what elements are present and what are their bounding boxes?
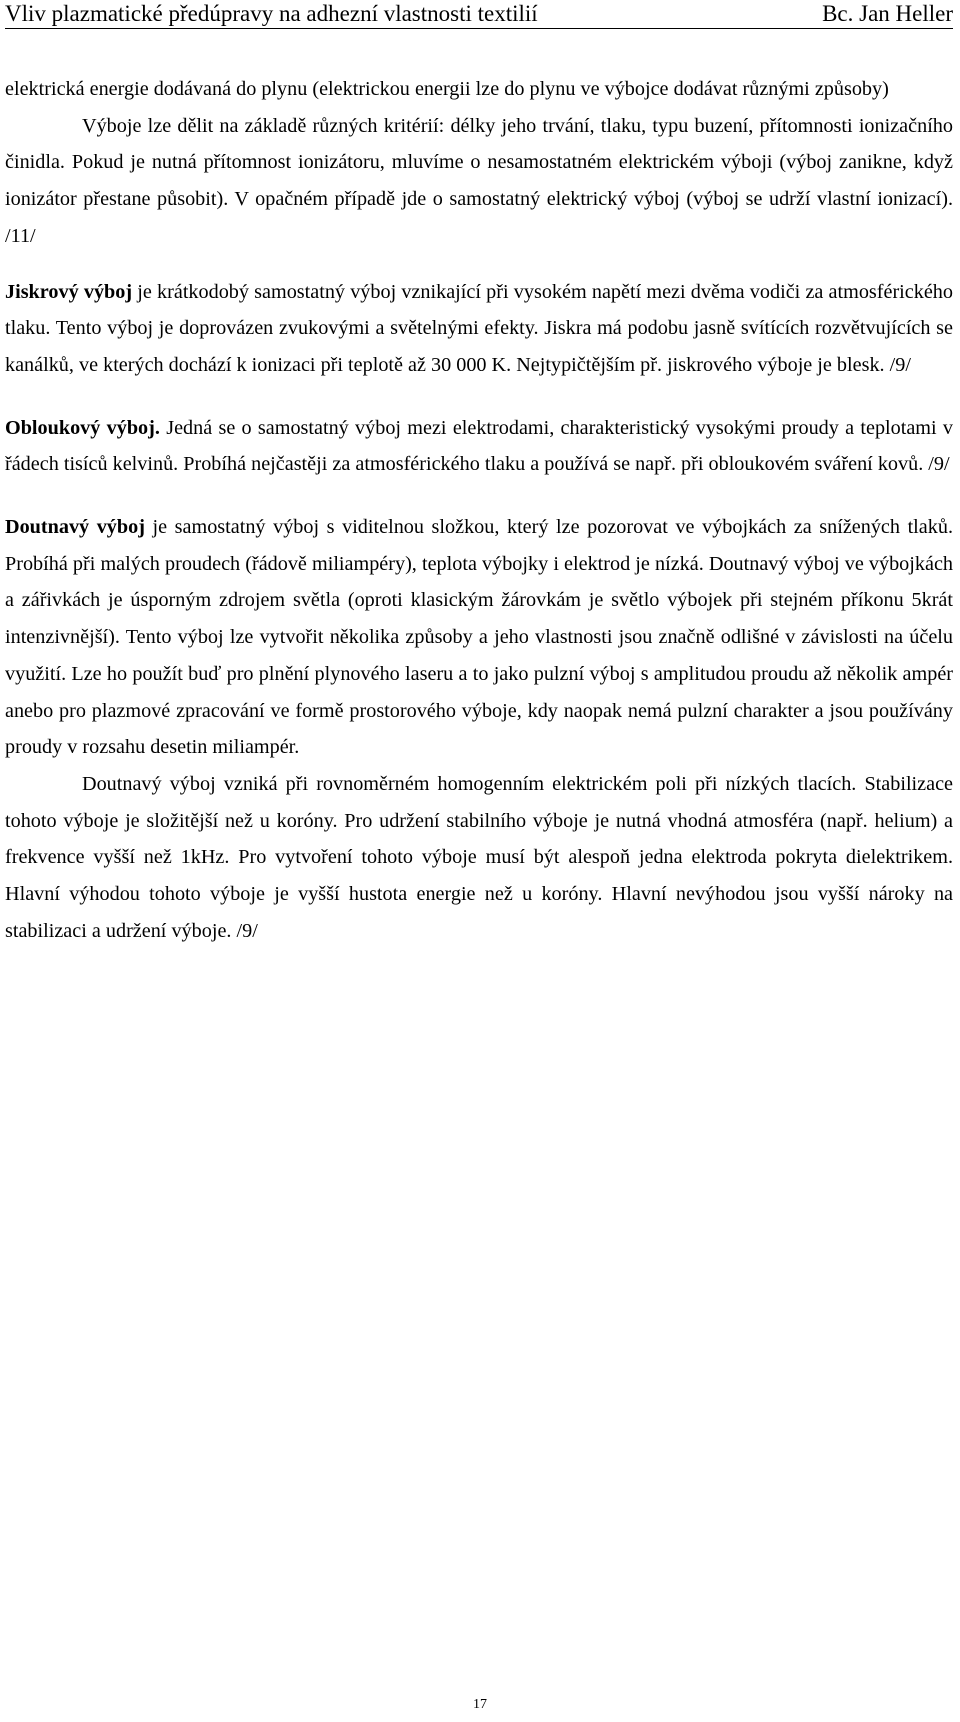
term-glow-discharge: Doutnavý výboj xyxy=(5,516,145,539)
paragraph-arc-discharge xyxy=(5,410,953,483)
body-text xyxy=(5,71,953,949)
arc-discharge-text: Jedná se o samostatný výboj mezi elektrodami, charakteristický vysokými proudy a teplotami v řádech tisíců kelvinů. Probíhá nejčastěji za atmosférického tlaku a používá se např. při obloukovém sváření kovů. /9/ xyxy=(5,416,953,476)
term-spark-discharge: Jiskrový výboj xyxy=(5,280,133,303)
paragraph-spark-discharge xyxy=(5,274,953,384)
term-arc-discharge: Obloukový výboj. xyxy=(5,416,160,439)
author-name: Bc. Jan Heller xyxy=(822,1,953,26)
paragraph-energy-supply: elektrická energie dodávaná do plynu (elektrickou energii lze do plynu ve výbojce dodávat různými způsoby) xyxy=(5,78,889,100)
page-number: 17 xyxy=(473,1697,487,1712)
spark-discharge-text: je krátkodobý samostatný výboj vznikající při vysokém napětí mezi dvěma vodiči za atmosférického tlaku. Tento výboj je doprovázen zvukovými a světelnými efekty. Jiskra má podobu jasně svítících rozvětvujících se kanálků, ve kterých dochází k ionizaci při teplotě až 30 000 K. Nejtypičtějším př. jiskrového výboje je blesk. /9/ xyxy=(5,280,953,376)
paragraph-glow-discharge xyxy=(5,509,953,766)
paragraph-glow-discharge-conditions: Doutnavý výboj vzniká při rovnoměrném homogenním elektrickém poli při nízkých tlacích. Stabilizace tohoto výboje je složitější než u koróny. Pro udržení stabilního výboje je nutná vhodná atmosféra (např. helium) a frekvence vyšší než 1kHz. Pro vytvoření tohoto výboje musí být alespoň jedna elektroda pokryta dielektrikem. Hlavní výhodou tohoto výboje je vyšší hustota energie než u koróny. Hlavní nevýhodou jsou vyšší nároky na stabilizaci a udržení výboje. /9/ xyxy=(5,772,953,942)
document-title: Vliv plazmatické předúpravy na adhezní vlastnosti textilií xyxy=(5,1,538,26)
glow-discharge-text: je samostatný výboj s viditelnou složkou, který lze pozorovat ve výbojkách za snížených tlaků. Probíhá při malých proudech (řádově miliampéry), teplota výbojky i elektrod je nízká. Doutnavý výboj ve výbojkách a zářivkách je úsporným zdrojem světla (oproti klasickým žárovkám je světlo výbojek při stejném příkonu 5krát intenzivnější). Tento výboj lze vytvořit několika způsoby a jeho vlastnosti jsou značně odlišné v závislosti na účelu využití. Lze ho použít buď pro plnění plynového laseru a to jako pulzní výboj s amplitudou proudu až několik ampér anebo pro plazmové zpracování ve formě prostorového výboje, kdy naopak nemá pulzní charakter a jsou používány proudy v rozsahu desetin miliampér. xyxy=(5,516,953,759)
page-header xyxy=(5,0,953,29)
paragraph-discharge-classification: Výboje lze dělit na základě různých kritérií: délky jeho trvání, tlaku, typu buzení, přítomnosti ionizačního činidla. Pokud je nutná přítomnost ionizátoru, mluvíme o nesamostatném elektrickém výboji (výboj zanikne, když ionizátor přestane působit). V opačném případě jde o samostatný elektrický výboj (výboj se udrží vlastní ionizací). /11/ xyxy=(5,114,953,247)
